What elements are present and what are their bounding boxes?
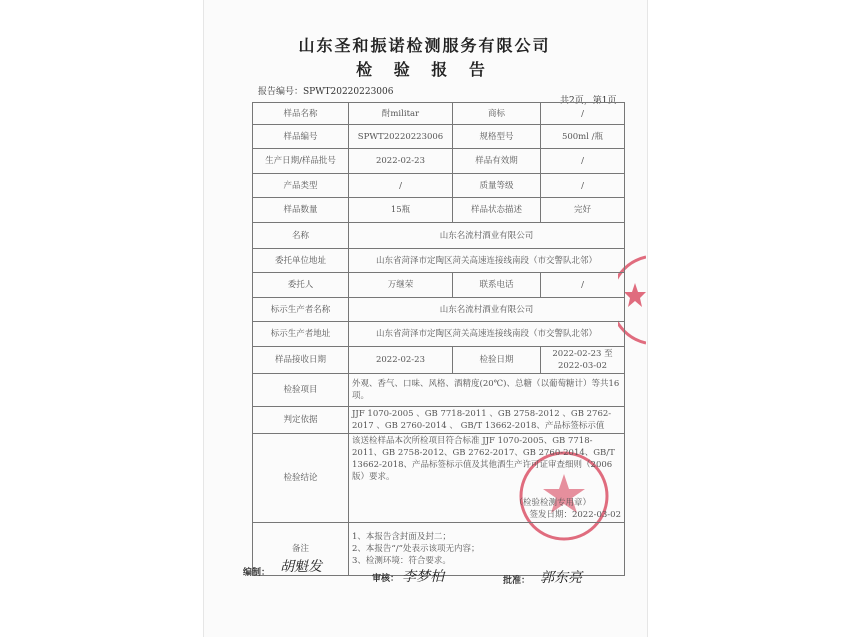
table-row — [253, 249, 625, 273]
table-row — [253, 198, 625, 223]
report-table — [252, 102, 625, 576]
label-cell: 样品数量 — [253, 198, 349, 223]
reviewer-label: 审核： — [372, 574, 400, 584]
value-cell: 2022-02-23 — [349, 347, 453, 374]
value-cell: 2022-02-23 — [349, 149, 453, 174]
table-row — [253, 347, 625, 374]
label-cell: 质量等级 — [453, 174, 541, 198]
label-cell: 产品类型 — [253, 174, 349, 198]
value-cell: 15瓶 — [349, 198, 453, 223]
label-cell: 名称 — [253, 223, 349, 249]
label-cell: 样品名称 — [253, 103, 349, 125]
label-cell: 样品有效期 — [453, 149, 541, 174]
label-cell: 商标 — [453, 103, 541, 125]
approver-label: 批准： — [503, 576, 531, 586]
table-row — [253, 223, 625, 249]
label-cell: 样品接收日期 — [253, 347, 349, 374]
label-cell: 判定依据 — [253, 407, 349, 434]
note-item: 2、本报告“/”处表示该项无内容； — [352, 544, 480, 554]
report-title: 检 验 报 告 — [356, 60, 493, 79]
table-row — [253, 434, 625, 523]
label-cell: 委托单位地址 — [253, 249, 349, 273]
table-row — [253, 103, 625, 125]
company-name: 山东圣和振诺检测服务有限公司 — [298, 36, 551, 55]
table-row — [253, 374, 625, 407]
value-cell: 酎militar — [349, 103, 453, 125]
table-row — [253, 149, 625, 174]
value-cell: / — [349, 174, 453, 198]
value-cell: 山东名流村酒业有限公司 — [349, 298, 625, 322]
value-cell: 完好 — [541, 198, 625, 223]
seal-caption: （检验检测专用章） — [514, 498, 591, 508]
table-row — [253, 298, 625, 322]
issue-date: 签发日期：2022-03-02 — [529, 510, 621, 520]
label-cell: 标示生产者名称 — [253, 298, 349, 322]
label-cell: 规格型号 — [453, 125, 541, 149]
value-cell: 山东省菏泽市定陶区菏关高速连接线南段（市交警队北邻） — [349, 322, 625, 347]
report-number-label: 报告编号： — [258, 87, 304, 97]
value-cell: 山东省菏泽市定陶区菏关高速连接线南段（市交警队北邻） — [349, 249, 625, 273]
label-cell: 样品编号 — [253, 125, 349, 149]
value-cell: 500ml /瓶 — [541, 125, 625, 149]
label-cell: 检验项目 — [253, 374, 349, 407]
label-cell: 标示生产者地址 — [253, 322, 349, 347]
label-cell: 生产日期/样品批号 — [253, 149, 349, 174]
value-cell: 外观、香气、口味、风格、酒精度(20℃)、总糖（以葡萄糖计）等共16项。 — [349, 374, 625, 407]
value-cell: 万继荣 — [349, 273, 453, 298]
label-cell: 联系电话 — [453, 273, 541, 298]
value-cell — [349, 523, 625, 576]
compiler-signature: 胡魁发 — [280, 559, 322, 575]
reviewer-signature: 李梦柏 — [402, 569, 444, 585]
compiler-label: 编制： — [243, 568, 271, 578]
value-cell: JJF 1070-2005 、GB 7718-2011 、GB 2758-2012 、GB 2762-2017 、GB 2760-2014 、 GB/T 13662-2018、产品标签标示值 — [349, 407, 625, 434]
note-item: 3、检测环境：符合要求。 — [352, 556, 451, 566]
table-row — [253, 407, 625, 434]
label-cell: 委托人 — [253, 273, 349, 298]
table-row — [253, 273, 625, 298]
table-row — [253, 322, 625, 347]
table-row — [253, 174, 625, 198]
value-cell: 2022-02-23 至 2022-03-02 — [541, 347, 625, 374]
report-number-value: SPWT20220223006 — [303, 87, 394, 97]
table-row — [253, 125, 625, 149]
label-cell: 检验日期 — [453, 347, 541, 374]
value-cell — [349, 434, 625, 523]
note-item: 1、本报告含封面及封二； — [352, 532, 451, 542]
label-cell: 样品状态描述 — [453, 198, 541, 223]
value-cell: 山东名流村酒业有限公司 — [349, 223, 625, 249]
page-info: 共2页，第1页 — [560, 96, 617, 106]
report-number — [258, 84, 393, 97]
label-cell: 备注 — [253, 523, 349, 576]
conclusion-text: 该送检样品本次所检项目符合标准 JJF 1070-2005、GB 7718-2011、GB 2758-2012、GB 2762-2017、GB 2760-2014、GB/T 13662-2018、产品标签标示值及其他酒生产许可证审查细则（2006版）要求。 — [352, 436, 615, 482]
label-cell: 检验结论 — [253, 434, 349, 523]
value-cell: SPWT20220223006 — [349, 125, 453, 149]
value-cell: / — [541, 174, 625, 198]
value-cell: / — [541, 149, 625, 174]
value-cell: / — [541, 273, 625, 298]
approver-signature: 郭东亮 — [540, 570, 582, 586]
value-cell: / — [541, 103, 625, 125]
